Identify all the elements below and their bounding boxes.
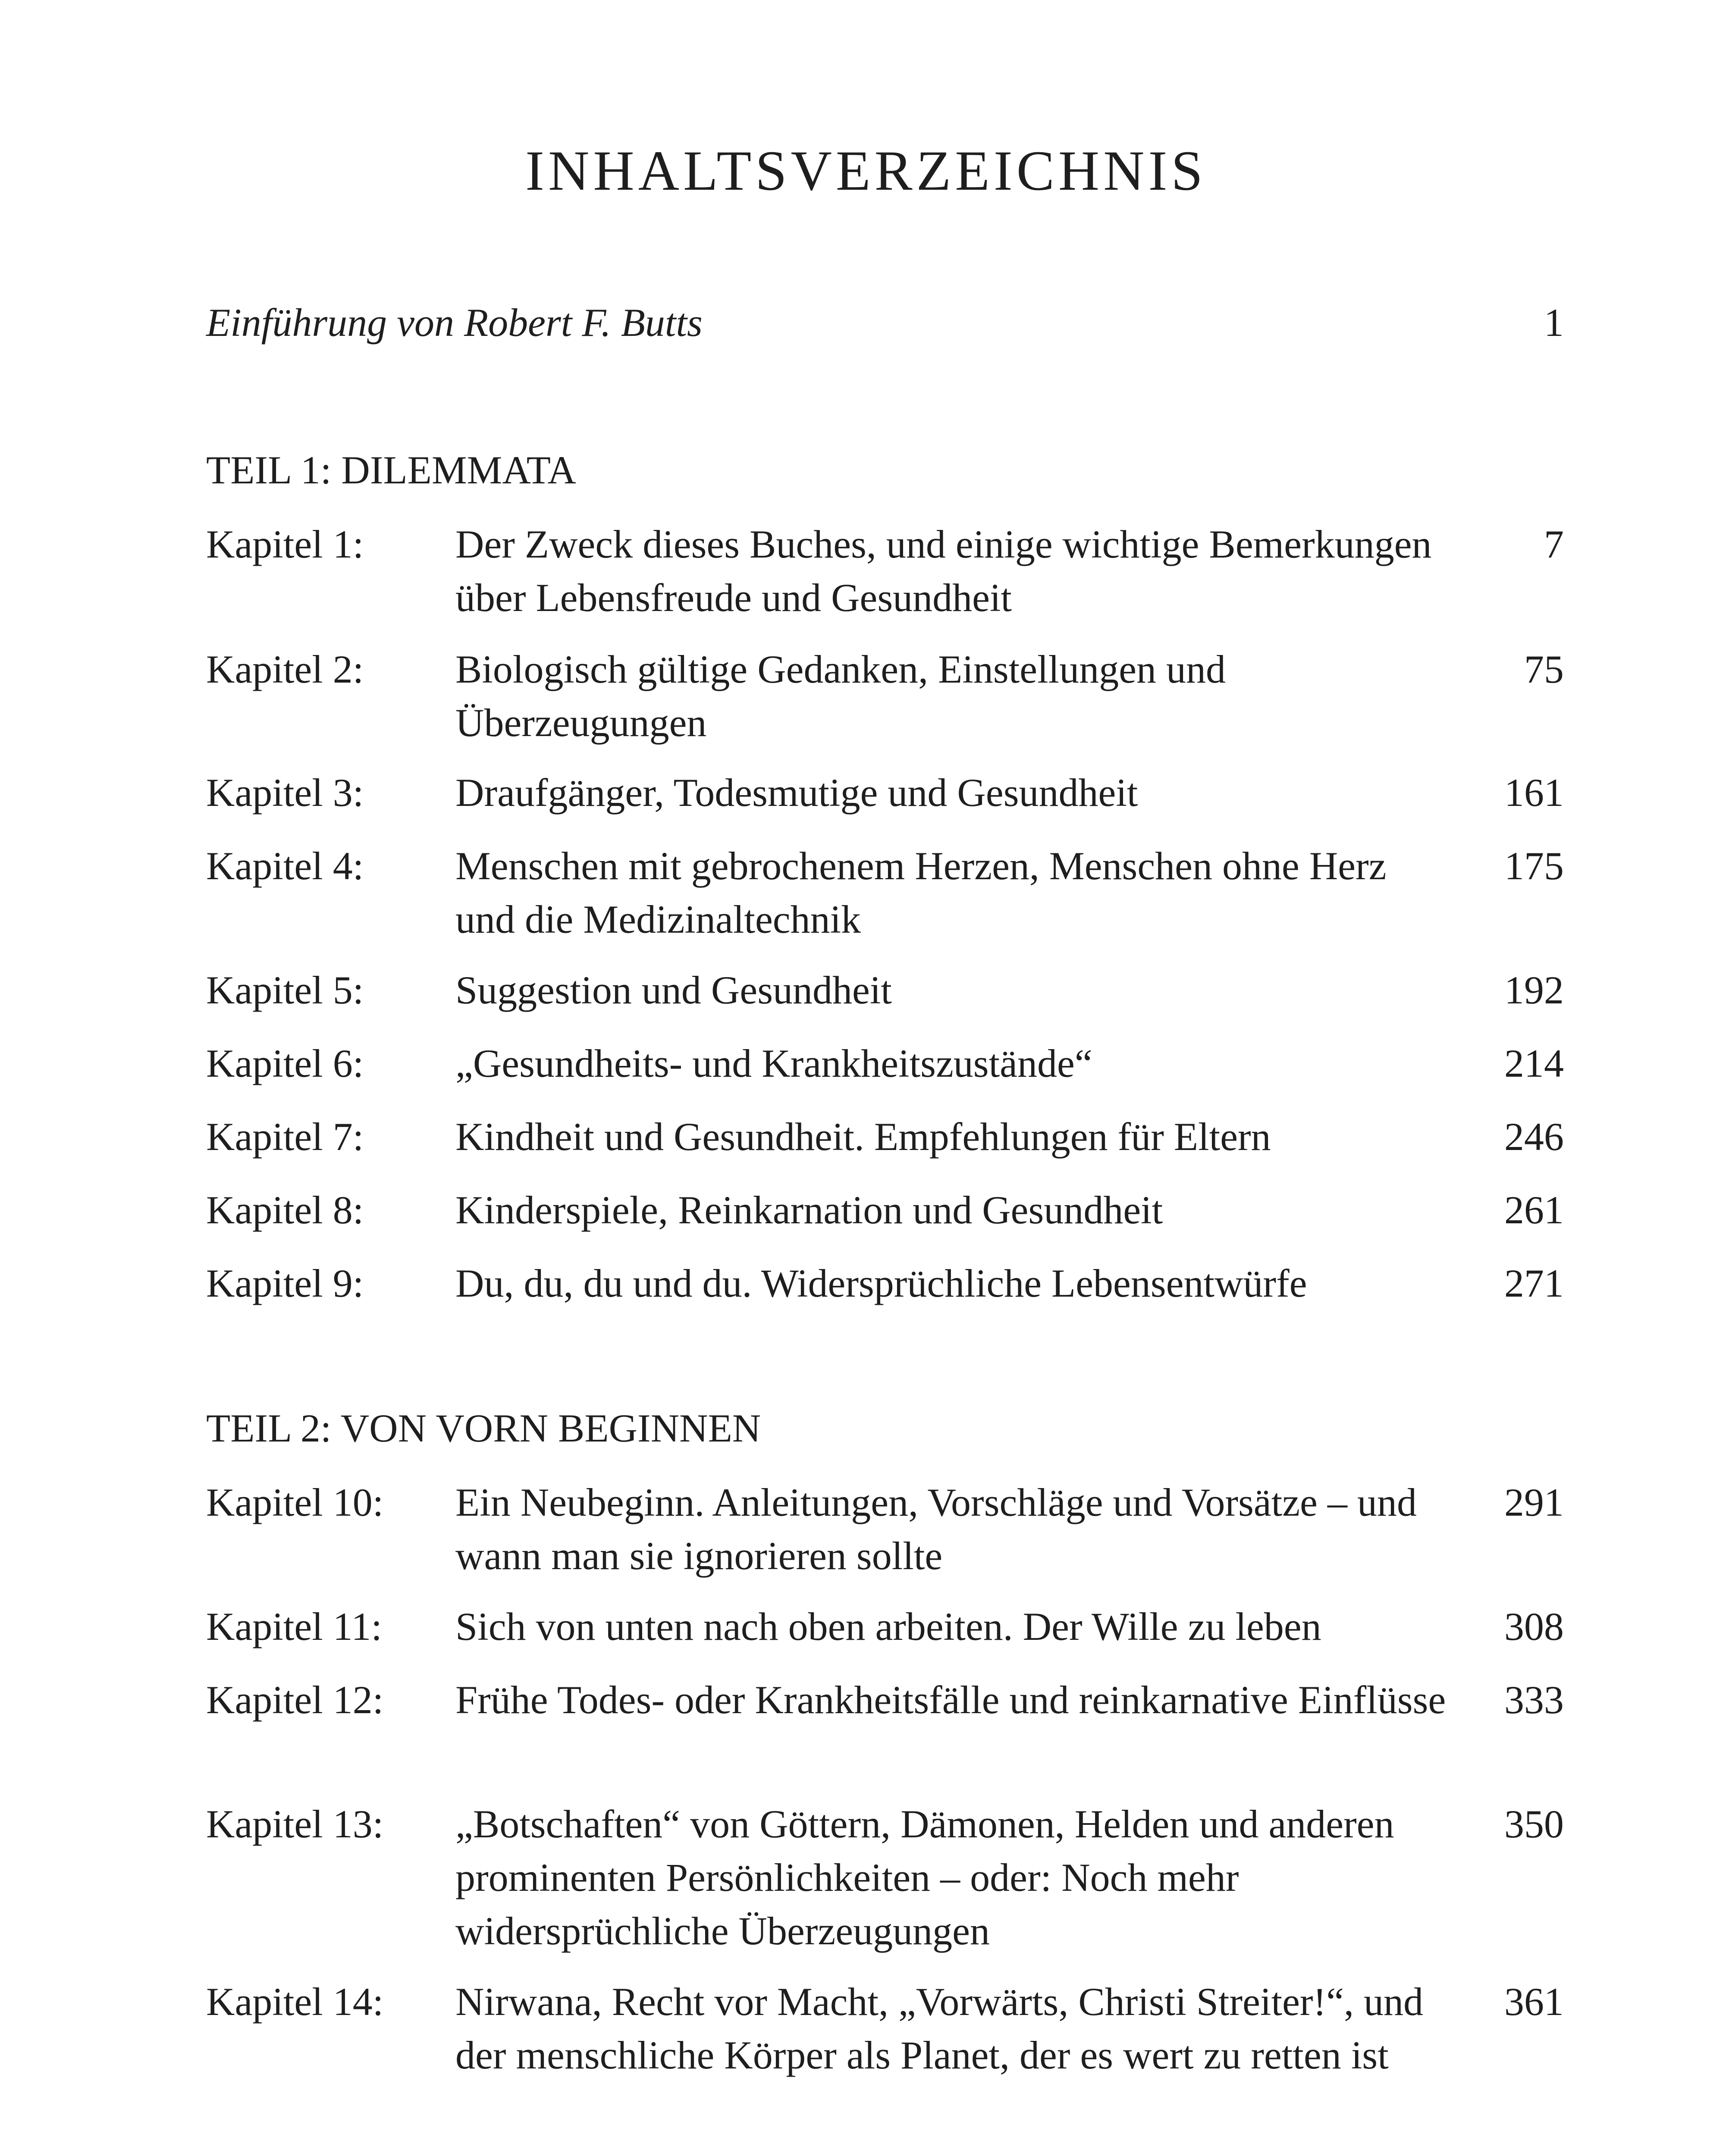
part-1-heading: TEIL 1: DILEMMATA bbox=[206, 448, 576, 492]
chapter-page-number: 214 bbox=[1504, 1041, 1564, 1085]
chapter-title: Biologisch gültige Gedanken, Einstellungen und Überzeugungen bbox=[455, 647, 1226, 745]
chapter-title: Sich von unten nach oben arbeiten. Der Wille zu leben bbox=[455, 1604, 1321, 1648]
page-title: INHALTSVERZEICHNIS bbox=[525, 139, 1207, 202]
chapter-label: Kapitel 10: bbox=[206, 1480, 384, 1524]
intro-label: Einführung von Robert F. Butts bbox=[206, 301, 703, 345]
chapter-page-number: 333 bbox=[1504, 1678, 1564, 1722]
chapter-label: Kapitel 11: bbox=[206, 1604, 382, 1648]
chapter-page-number: 261 bbox=[1504, 1188, 1564, 1232]
chapter-label: Kapitel 4: bbox=[206, 844, 364, 888]
chapter-label: Kapitel 3: bbox=[206, 771, 364, 815]
chapter-title: „Botschaften“ von Göttern, Dämonen, Helden und anderen prominenten Persönlichkeiten – oder: Noch mehr widersprüchliche Überzeugungen bbox=[455, 1802, 1394, 1953]
chapter-title: Nirwana, Recht vor Macht, „Vorwärts, Christi Streiter!“, und der menschliche Körper als Planet, der es wert zu retten ist bbox=[455, 1980, 1424, 2077]
chapter-page-number: 175 bbox=[1504, 844, 1564, 888]
chapter-label: Kapitel 13: bbox=[206, 1802, 384, 1846]
chapter-page-number: 271 bbox=[1504, 1261, 1564, 1305]
epilog-page-number bbox=[1504, 2154, 1564, 2156]
chapter-label: Kapitel 8: bbox=[206, 1188, 364, 1232]
chapter-page-number: 246 bbox=[1504, 1115, 1564, 1159]
chapter-title: Draufgänger, Todesmutige und Gesundheit bbox=[455, 771, 1138, 815]
chapter-label: Kapitel 14: bbox=[206, 1980, 384, 2024]
chapter-page-number: 308 bbox=[1504, 1604, 1564, 1648]
chapter-title: Menschen mit gebrochenem Herzen, Menschen ohne Herz und die Medizinaltechnik bbox=[455, 844, 1387, 941]
chapter-title: „Gesundheits- und Krankheitszustände“ bbox=[455, 1041, 1092, 1085]
chapter-page-number: 161 bbox=[1504, 771, 1564, 815]
chapter-page-number: 75 bbox=[1524, 647, 1564, 691]
chapter-title: Du, du, du und du. Widersprüchliche Lebensentwürfe bbox=[455, 1261, 1307, 1305]
chapter-label: Kapitel 12: bbox=[206, 1678, 384, 1722]
chapter-label: Kapitel 9: bbox=[206, 1261, 364, 1305]
chapter-title: Kinderspiele, Reinkarnation und Gesundheit bbox=[455, 1188, 1163, 1232]
chapter-title: Ein Neubeginn. Anleitungen, Vorschläge und Vorsätze – und wann man sie ignorieren sollte bbox=[455, 1480, 1417, 1578]
chapter-label: Kapitel 2: bbox=[206, 647, 364, 691]
chapter-title: Frühe Todes- oder Krankheitsfälle und reinkarnative Einflüsse bbox=[455, 1678, 1446, 1722]
chapter-title: Suggestion und Gesundheit bbox=[455, 968, 892, 1012]
chapter-label: Kapitel 6: bbox=[206, 1041, 364, 1085]
epilog-label bbox=[206, 2154, 312, 2156]
chapter-page-number: 291 bbox=[1504, 1480, 1564, 1524]
chapter-label: Kapitel 5: bbox=[206, 968, 364, 1012]
chapter-title: Kindheit und Gesundheit. Empfehlungen für Eltern bbox=[455, 1115, 1271, 1159]
chapter-page-number: 192 bbox=[1504, 968, 1564, 1012]
chapter-page-number: 361 bbox=[1504, 1980, 1564, 2024]
chapter-label: Kapitel 7: bbox=[206, 1115, 364, 1159]
intro-page-number: 1 bbox=[1544, 301, 1564, 345]
part-2-heading: TEIL 2: VON VORN BEGINNEN bbox=[206, 1406, 761, 1450]
chapter-label: Kapitel 1: bbox=[206, 522, 364, 566]
chapter-page-number: 7 bbox=[1544, 522, 1564, 566]
chapter-title: Der Zweck dieses Buches, und einige wichtige Bemerkungen über Lebensfreude und Gesundheit bbox=[455, 522, 1432, 620]
chapter-page-number: 350 bbox=[1504, 1802, 1564, 1846]
